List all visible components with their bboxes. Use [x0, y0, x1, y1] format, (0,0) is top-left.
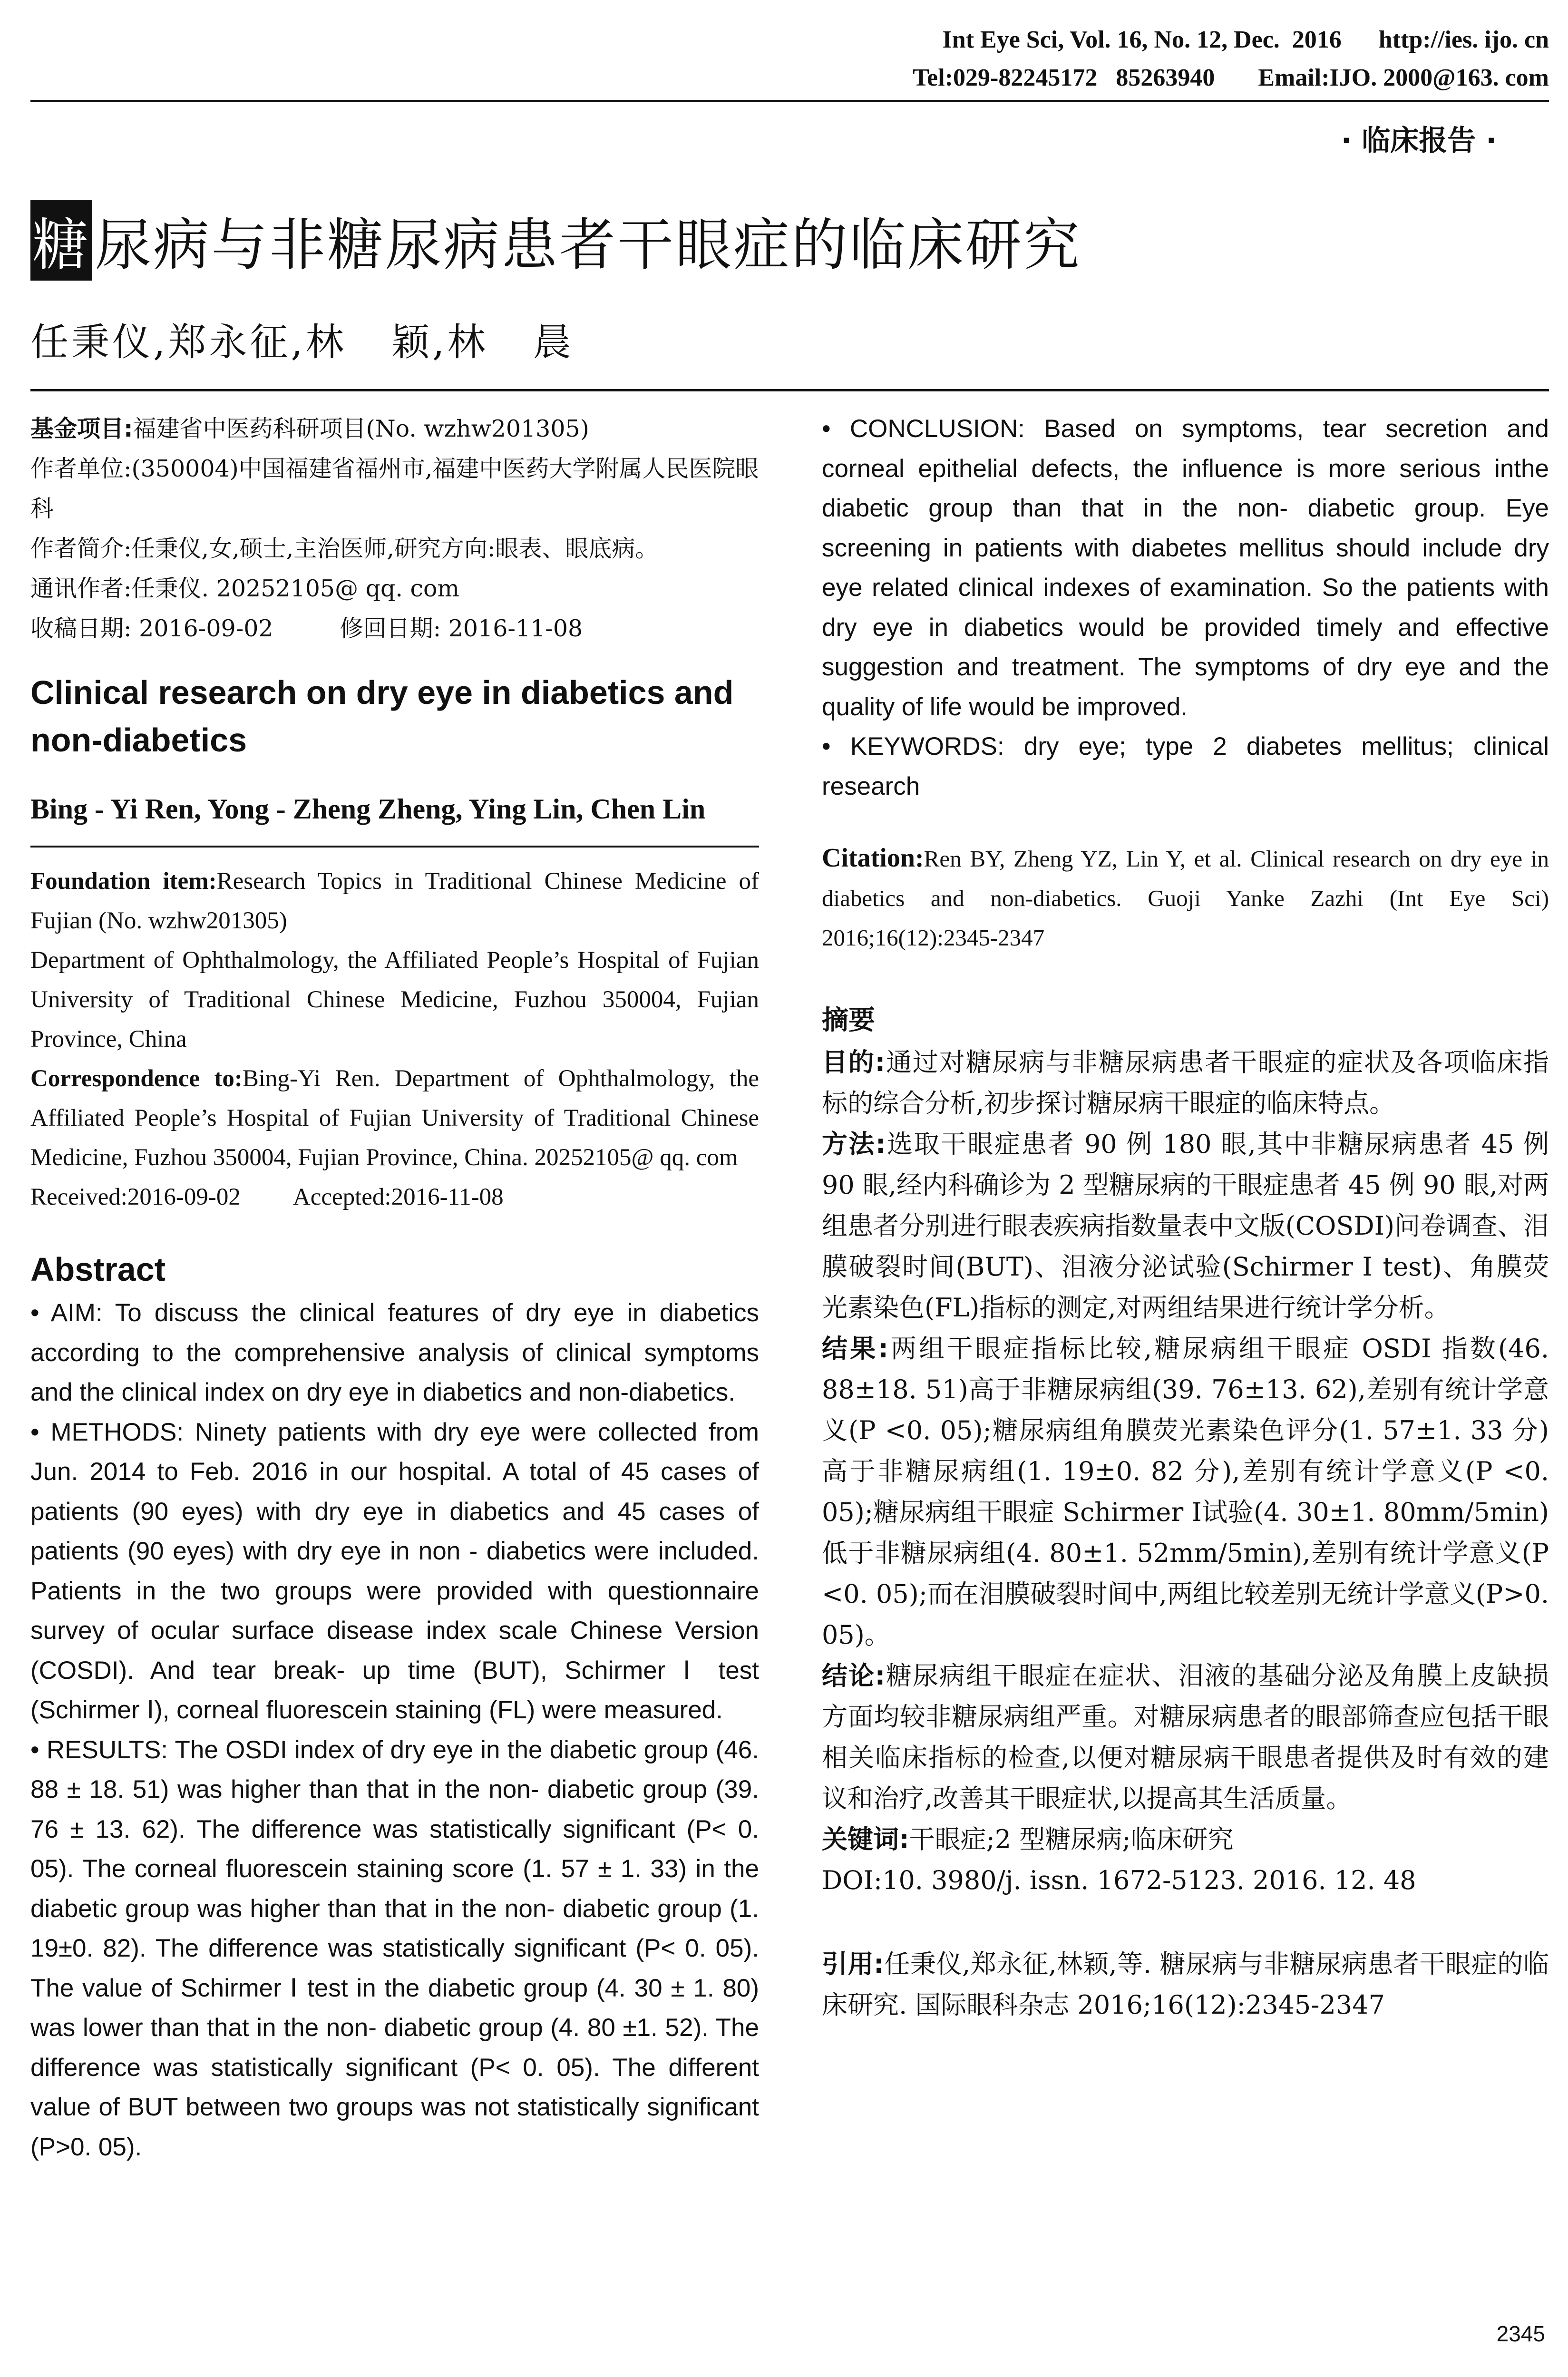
cn-conclusion: 结论:糖尿病组干眼症在症状、泪液的基础分泌及角膜上皮缺损方面均较非糖尿病组严重。对糖尿病患者的眼部筛查应包括干眼相关临床指标的检查,以便对糖尿病干眼患者提供及时有效的建议和治疗,改善其干眼症状,以提高其生活质量。: [822, 1661, 1549, 1813]
chinese-citation: 引用:任秉仪,郑永征,林颖,等. 糖尿病与非糖尿病患者干眼症的临床研究. 国际眼科杂志 2016;16(12):2345-2347: [822, 1949, 1549, 2020]
received-accepted-line: Received:2016-09-02 Accepted:2016-11-08: [30, 1184, 504, 1210]
english-metadata: [30, 862, 759, 1217]
title-rest: 尿病与非糖尿病患者干眼症的临床研究: [95, 212, 1082, 278]
page-number: 2345: [1496, 2321, 1545, 2346]
foundation-line: Foundation item:Research Topics in Traditional Chinese Medicine of Fujian (No. wzhw201305): [30, 868, 759, 934]
authors-rule: [30, 846, 759, 848]
title-first-char: 糖: [30, 200, 92, 281]
chinese-authors: 任秉仪,郑永征,林 颖,林 晨: [30, 320, 574, 364]
bio-line: 作者简介:任秉仪,女,硕士,主治医师,研究方向:眼表、眼底病。: [30, 535, 659, 562]
chinese-title: [30, 200, 1081, 281]
cn-methods: 方法:选取干眼症患者 90 例 180 眼,其中非糖尿病患者 45 例 90 眼,经内科确诊为 2 型糖尿病的干眼症患者 45 例 90 眼,对两组患者分别进行眼表疾病指数量表中文版(COSDI)问卷调查、泪膜破裂时间(BUT)、泪液分泌试验(Schirmer Ⅰ test)、角膜荧光素染色(FL)指标的测定,对两组结果进行统计学分析。: [822, 1129, 1549, 1323]
chinese-metadata: [30, 409, 759, 649]
unit-line: 作者单位:(350004)中国福建省福州市,福建中医药大学附属人民医院眼科: [30, 455, 759, 522]
abstract-conclusion: • CONCLUSION: Based on symptoms, tear secretion and corneal epithelial defects, the influence is more serious inthe diabetic group than that in the non- diabetic group. Eye screening in patients with diabetes mellitus should include dry eye related clinical indexes of examination. So the patients with dry eye in diabetics would be provided timely and effective suggestion and treatment. The symptoms of dry eye and the quality of life would be improved.: [822, 415, 1549, 721]
abstract-heading: Abstract: [30, 1251, 166, 1288]
right-column: [822, 409, 1549, 2026]
journal-contact-line: Tel:029-82245172 85263940 Email:IJO. 2000@163. com: [913, 64, 1549, 91]
chinese-abstract-heading: 摘要: [822, 1005, 875, 1036]
cn-aim: 目的:通过对糖尿病与非糖尿病患者干眼症的症状及各项临床指标的综合分析,初步探讨糖尿病干眼症的临床特点。: [822, 1047, 1549, 1118]
dates-line: 收稿日期: 2016-09-02 修回日期: 2016-11-08: [30, 615, 583, 642]
english-title: Clinical research on dry eye in diabetics and non-diabetics: [30, 674, 734, 759]
cn-doi: DOI:10. 3980/j. issn. 1672-5123. 2016. 12. 48: [822, 1865, 1416, 1895]
abstract-methods: • METHODS: Ninety patients with dry eye were collected from Jun. 2014 to Feb. 2016 in our hospital. A total of 45 cases of patients (90 eyes) with dry eye in diabetics and 45 cases of patients (90 eyes) with dry eye in non - diabetics were included. Patients in the two groups were provided with questionnaire survey of ocular surface disease index scale Chinese Version (COSDI). And tear break- up time (BUT), Schirmer Ⅰ test (Schirmer Ⅰ), corneal fluorescein staining (FL) were measured.: [30, 1418, 759, 1724]
cn-results: 结果:两组干眼症指标比较,糖尿病组干眼症 OSDI 指数(46. 88±18. 51)高于非糖尿病组(39. 76±13. 62),差别有统计学意义(P <0. 05);糖尿病组角膜荧光素染色评分(1. 57±1. 33 分)高于非糖尿病组(1. 19±0. 82 分),差别有统计学意义(P <0. 05);糖尿病组干眼症 Schirmer Ⅰ试验(4. 30±1. 80mm/5min)低于非糖尿病组(4. 80±1. 52mm/5min),差别有统计学意义(P <0. 05);而在泪膜破裂时间中,两组比较差别无统计学意义(P>0. 05)。: [822, 1334, 1549, 1650]
corr-line: 通讯作者:任秉仪. 20252105@ qq. com: [30, 575, 459, 602]
journal-info-line: Int Eye Sci, Vol. 16, No. 12, Dec. 2016 http://ies. ijo. cn: [942, 26, 1549, 53]
fund-line: 基金项目:福建省中医药科研项目(No. wzhw201305): [30, 415, 589, 442]
abstract-aim: • AIM: To discuss the clinical features of dry eye in diabetics according to the comprehensive analysis of clinical symptoms and the clinical index on dry eye in diabetics and non-diabetics.: [30, 1299, 759, 1406]
english-authors: Bing - Yi Ren, Yong - Zheng Zheng, Ying Lin, Chen Lin: [30, 793, 706, 825]
abstract-keywords: • KEYWORDS: dry eye; type 2 diabetes mellitus; clinical research: [822, 732, 1549, 800]
title-rule: [30, 389, 1549, 391]
left-column: [30, 409, 759, 2167]
section-tag: · 临床报告 ·: [1341, 124, 1497, 157]
running-header: [30, 24, 1549, 105]
correspondence-line: Correspondence to:Bing-Yi Ren. Department of Ophthalmology, the Affiliated People’s Hospital of Fujian University of Traditional Chinese Medicine, Fuzhou 350004, Fujian Province, China. 20252105@ qq. com: [30, 1065, 759, 1171]
english-citation: Citation:Ren BY, Zheng YZ, Lin Y, et al. Clinical research on dry eye in diabetics and non-diabetics. Guoji Yanke Zazhi (Int Eye Sci) 2016;16(12):2345-2347: [822, 843, 1549, 951]
department-line: Department of Ophthalmology, the Affiliated People’s Hospital of Fujian University of Traditional Chinese Medicine, Fuzhou 350004, Fujian Province, China: [30, 947, 759, 1052]
abstract-results: • RESULTS: The OSDI index of dry eye in the diabetic group (46. 88 ± 18. 51) was higher than that in the non- diabetic group (39. 76 ± 13. 62). The difference was statistically significant (P< 0. 05). The corneal fluorescein staining score (1. 57 ± 1. 33) in the diabetic group was higher than that in the non- diabetic group (1. 19±0. 82). The difference was statistically significant (P< 0. 05). The value of Schirmer Ⅰ test in the diabetic group (4. 30 ± 1. 80) was lower than that in the non- diabetic group (4. 80 ±1. 52). The difference was statistically significant (P< 0. 05). The different value of BUT between two groups was not statistically significant (P>0. 05).: [30, 1735, 759, 2161]
header-rule: [30, 100, 1549, 102]
cn-keywords: 关键词:干眼症;2 型糖尿病;临床研究: [822, 1824, 1234, 1854]
